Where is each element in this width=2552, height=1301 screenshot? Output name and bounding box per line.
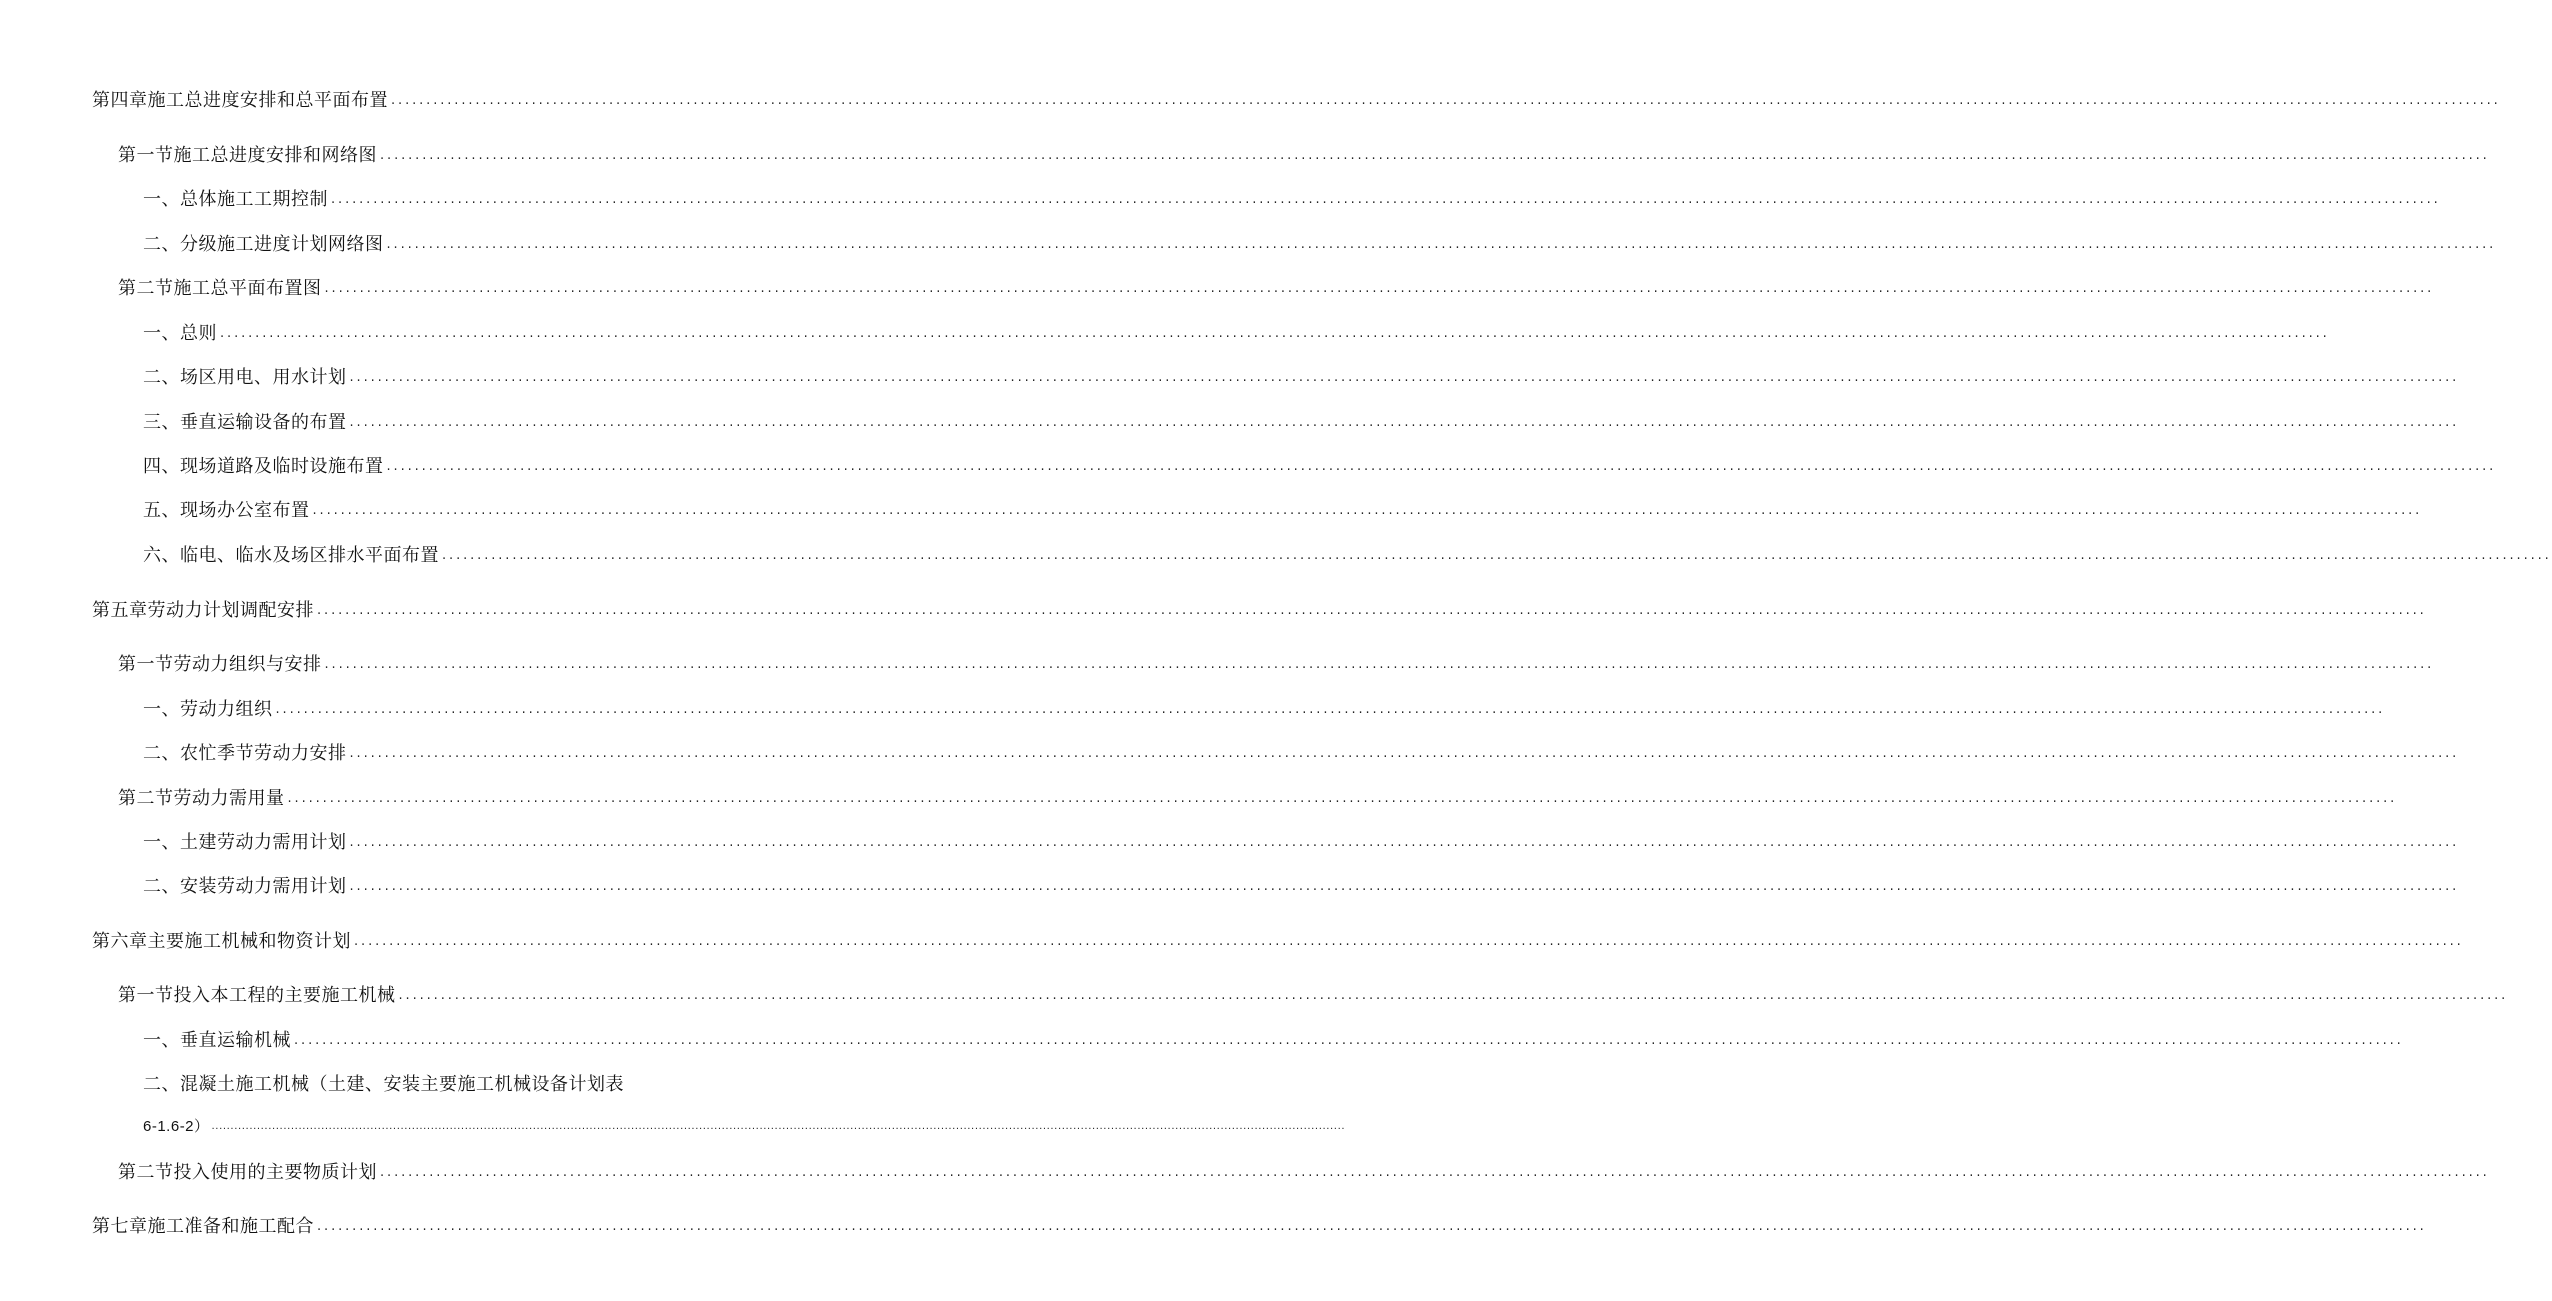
toc-entry-title: 五、现场办公室布置 (143, 500, 310, 521)
toc-entry[interactable] (0, 1066, 784, 1096)
toc-entry[interactable] (0, 1022, 2404, 1052)
toc-entry[interactable] (0, 137, 2490, 167)
toc-entry[interactable] (0, 1208, 2427, 1238)
toc-dot-leader: ............................................................................................................................................................................................................................................................................................................ (349, 370, 2460, 385)
toc-entry[interactable] (0, 492, 2423, 522)
toc-entry[interactable] (0, 226, 2497, 256)
toc-dot-leader: ............................................................................................................................................................................................................................................................................................................ (275, 702, 2386, 717)
toc-dot-leader: ............................................................................................................................................................................................................................................................................................................ (349, 415, 2460, 430)
toc-entry-title: 第二节投入使用的主要物质计划 (118, 1162, 377, 1183)
toc-entry[interactable] (0, 404, 2460, 434)
toc-entry-title: 第七章施工准备和施工配合 (92, 1216, 314, 1237)
toc-entry[interactable] (0, 1154, 2490, 1184)
toc-dot-leader: ............................................................................................................................................................................................................................................................................................................ (220, 326, 2330, 341)
toc-entry-title: 6-1.6-2） (143, 1118, 210, 1135)
toc-entry[interactable] (0, 868, 2460, 898)
toc-entry-title: 第五章劳动力计划调配安排 (92, 600, 314, 621)
toc-entry[interactable] (0, 977, 2509, 1007)
toc-entry[interactable] (0, 1108, 1346, 1138)
toc-entry-title: 二、分级施工进度计划网络图 (143, 234, 384, 255)
toc-entry-title: 第六章主要施工机械和物资计划 (92, 931, 351, 952)
toc-entry[interactable] (0, 181, 2441, 211)
toc-dot-leader: ............................................................................................................................................................................................................................................................................................................ (354, 934, 2464, 949)
toc-entry-title: 第一节投入本工程的主要施工机械 (118, 985, 396, 1006)
toc-entry[interactable] (0, 270, 2435, 300)
toc-entry[interactable] (0, 359, 2460, 389)
toc-entry-title: 第二节劳动力需用量 (118, 788, 285, 809)
toc-entry[interactable] (0, 735, 2460, 765)
toc-dot-leader: ............................................................................................................................................................................................................................................................................................................ (317, 603, 2427, 618)
toc-entry[interactable] (0, 824, 2460, 854)
toc-entry-title: 一、垂直运输机械 (143, 1030, 291, 1051)
toc-entry-title: 第一节劳动力组织与安排 (118, 654, 322, 675)
toc-dot-leader: ............................................................................................................................................................................................................................................................................................................ (349, 746, 2460, 761)
toc-entry[interactable] (0, 923, 2464, 953)
toc-entry-title: 一、劳动力组织 (143, 699, 273, 720)
toc-entry[interactable] (0, 646, 2435, 676)
toc-dot-leader: ............................................................................................................................................................................................................................................................................................................ (294, 1033, 2404, 1048)
toc-entry-title: 第二节施工总平面布置图 (118, 278, 322, 299)
toc-dot-leader: ............................................................................................................................................................................................................................................................................................................ (386, 459, 2497, 474)
toc-entry[interactable] (0, 592, 2427, 622)
toc-entry-title: 三、垂直运输设备的布置 (143, 412, 347, 433)
toc-entry[interactable] (0, 691, 2386, 721)
toc-entry-title: 一、总体施工工期控制 (143, 189, 328, 210)
toc-dot-leader: ............................................................................................................................................................................................................................................................................................................ (398, 988, 2509, 1003)
toc-dot-leader: ............................................................................................................................................................................................................................................................................................................ (324, 281, 2435, 296)
toc-dot-leader: ............................................................................................................................................................................................................................................................................................................ (386, 237, 2497, 252)
toc-entry-title: 第一节施工总进度安排和网络图 (118, 145, 377, 166)
toc-entry-title: 六、临电、临水及场区排水平面布置 (143, 545, 439, 566)
toc-dot-leader: ............................................................................................................................................................................................................................................................................................................ (324, 657, 2435, 672)
toc-entry-title: 一、总则 (143, 323, 217, 344)
toc-entry[interactable] (0, 315, 2330, 345)
toc-dot-leader: ............................................................................................................................................................................................................................................................................................................ (211, 1121, 1346, 1132)
toc-entry-title: 二、安装劳动力需用计划 (143, 876, 347, 897)
toc-entry-title: 一、土建劳动力需用计划 (143, 832, 347, 853)
toc-entry-title: 二、混凝土施工机械（土建、安装主要施工机械设备计划表 (143, 1074, 624, 1095)
toc-entry[interactable] (0, 448, 2497, 478)
toc-entry[interactable] (0, 537, 2552, 567)
toc-dot-leader: ............................................................................................................................................................................................................................................................................................................ (349, 835, 2460, 850)
toc-dot-leader: ............................................................................................................................................................................................................................................................................................................ (391, 93, 2501, 108)
toc-dot-leader: ............................................................................................................................................................................................................................................................................................................ (380, 148, 2490, 163)
toc-entry[interactable] (0, 82, 2501, 112)
toc-dot-leader: ............................................................................................................................................................................................................................................................................................................ (312, 503, 2423, 518)
toc-dot-leader: ............................................................................................................................................................................................................................................................................................................ (317, 1219, 2427, 1234)
toc-entry-title: 二、农忙季节劳动力安排 (143, 743, 347, 764)
toc-dot-leader: ............................................................................................................................................................................................................................................................................................................ (349, 879, 2460, 894)
toc-entry-title: 四、现场道路及临时设施布置 (143, 456, 384, 477)
toc-entry-title: 二、场区用电、用水计划 (143, 367, 347, 388)
toc-dot-leader: ............................................................................................................................................................................................................................................................................................................ (331, 192, 2441, 207)
toc-dot-leader: ............................................................................................................................................................................................................................................................................................................ (442, 548, 2552, 563)
toc-entry[interactable] (0, 780, 2398, 810)
toc-dot-leader: ............................................................................................................................................................................................................................................................................................................ (380, 1165, 2490, 1180)
toc-dot-leader: ............................................................................................................................................................................................................................................................................................................ (287, 791, 2398, 806)
toc-entry-title: 第四章施工总进度安排和总平面布置 (92, 90, 388, 111)
